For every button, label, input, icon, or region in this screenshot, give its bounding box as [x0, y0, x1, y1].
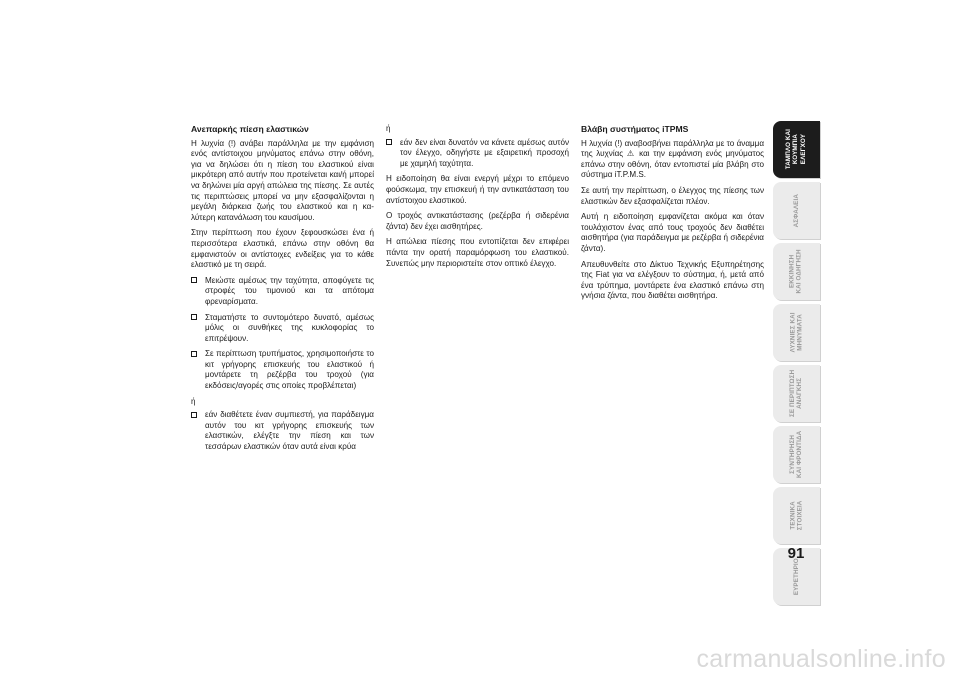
paragraph: Η λυχνία (!) ανάβει παράλληλα με την εμφάνιση ενός αντίστοιχου μηνύματος επάνω στην οθόνη, για να δηλώσει ότι η πίεση του ελαστικού είναι μικρότερη από αυτήν που προτείνεται και/ή μπορεί να δηλώνει μία αργή απώλεια της πίεσης. Σε αυτές τις περιπτώσεις μπορεί να μην εξασφαλίζονται η μεγάλη διάρκεια ζωής του ελαστικού και η καλύτερη κατανάλωση του καυσίμου. [191, 138, 374, 222]
watermark: carmanualsonline.info [696, 645, 946, 673]
tab-safety[interactable]: ΑΣΦΑΛΕΙΑ [773, 182, 820, 239]
checkbox-bullet-icon [191, 314, 197, 320]
tab-index[interactable]: ΕΥΡΕΤΗΡΙΟ [773, 548, 820, 605]
bullet-list [191, 410, 374, 452]
paragraph: Η ειδοποίηση θα είναι ενεργή μέχρι το επόμενο φούσκωμα, την επισκευή ή την αντικατάσταση του αντίστοιχου ελαστικού. [386, 174, 569, 205]
paragraph: Αυτή η ειδοποίηση εμφανίζεται ακόμα και όταν τουλάχιστον ένας από τους τροχούς δεν διαθέτει αισθητήρα (για παράδειγμα με ρεζέρβα ή σιδερένια ζάντα). [581, 212, 764, 253]
list-item: Σε περίπτωση τρυπήματος, χρησιμοποιήστε το κιτ γρήγορης επισκευής του ελαστικού ή μοντάρετε τη ρεζέρβα του τροχού (για εκδόσεις/αγορές στις οποίες προβλέπεται) [191, 349, 374, 391]
text-column-3 [581, 124, 764, 307]
checkbox-bullet-icon [386, 139, 392, 145]
paragraph: Απευθυνθείτε στο Δίκτυο Τεχνικής Εξυπηρέτησης της Fiat για να ελέγξουν το σύστημα, ή, μετά από ένα τρύπημα, μοντάρετε ένα ελαστικό επάνω στη γνήσια ζάντα, που διαθέτει αισθητήρα. [581, 259, 764, 301]
or-separator: ή [191, 396, 196, 406]
paragraph: Στην περίπτωση που έχουν ξεφουσκώσει ένα ή περισσότερα ελαστικά, επάνω στην οθόνη θα εμφανιστούν οι αντίστοιχες ενδείξεις για το κάθε ελαστικό με τη σειρά. [191, 228, 374, 270]
section-heading-low-pressure: Ανεπαρκής πίεση ελαστικών [191, 124, 309, 134]
tab-maintenance-care[interactable]: ΣΥΝΤΗΡΗΣΗ ΚΑΙ ΦΡΟΝΤΙΔΑ [773, 426, 820, 483]
page-number: 91 [787, 545, 805, 562]
checkbox-bullet-icon [191, 412, 197, 418]
list-item: εάν δεν είναι δυνατόν να κάνετε αμέσως αυτόν τον έλεγχο, οδηγήστε με εξαιρετική προσοχή με χαμηλή ταχύτητα. [386, 138, 569, 170]
tab-technical-data[interactable]: ΤΕΧΝΙΚΑ ΣΤΟΙΧΕΙΑ [773, 487, 820, 544]
checkbox-bullet-icon [191, 277, 197, 283]
tab-warning-lights-messages[interactable]: ΛΥΧΝΙΕΣ ΚΑΙ ΜΗΝΥΜΑΤΑ [773, 304, 820, 361]
list-item: Σταματήστε το συντομότερο δυνατό, αμέσως μόλις οι συνθήκες της κυκλοφορίας το επιτρέψουν. [191, 313, 374, 345]
or-separator: ή [386, 124, 391, 133]
bullet-list [386, 138, 569, 170]
list-item: εάν διαθέτετε έναν συμπιεστή, για παράδειγμα αυτόν του κιτ γρήγορης επισκευής των ελαστικών, ελέγξτε την πίεση και των τεσσάρων ελαστικών όταν αυτά είναι κρύα [191, 410, 374, 452]
checkbox-bullet-icon [191, 351, 197, 357]
chapter-tabs [773, 121, 820, 609]
paragraph: Ο τροχός αντικατάστασης (ρεζέρβα ή σιδερένια ζάντα) δεν έχει αισθητήρες. [386, 211, 569, 231]
tab-starting-driving[interactable]: ΕΚΚΙΝΗΣΗ ΚΑΙ ΟΔΗΓΗΣΗ [773, 243, 820, 300]
paragraph: Η απώλεια πίεσης που εντοπίζεται δεν επιφέρει πάντα την ορατή παραμόρφωση του ελαστικού. Συνεπώς μην περιοριστείτε στον οπτικό έλεγχο. [386, 237, 569, 268]
text-column-2 [386, 124, 569, 274]
text-column-1 [191, 124, 374, 458]
paragraph: Η λυχνία (!) αναβοσβήνει παράλληλα με το άναμμα της λυχνίας ⚠ και την εμφάνιση ενός μηνύματος επάνω στην οθόνη, όταν εντοπιστεί μία βλάβη στο σύστημα iT.P.M.S. [581, 138, 764, 180]
list-item: Μειώστε αμέσως την ταχύτητα, αποφύγετε τις στροφές του τιμονιού και τα απότομα φρεναρίσματα. [191, 276, 374, 308]
paragraph: Σε αυτή την περίπτωση, ο έλεγχος της πίεσης των ελαστικών δεν εξασφαλίζεται πλέον. [581, 185, 764, 206]
section-heading-itpms-failure: Βλάβη συστήματος iTPMS [581, 124, 689, 134]
tab-emergency[interactable]: ΣΕ ΠΕΡΙΠΤΩΣΗ ΑΝΑΓΚΗΣ [773, 365, 820, 422]
tab-dashboard-controls[interactable]: ΤΑΜΠΛΟ ΚΑΙ ΚΟΥΜΠΙΑ ΕΛΕΓΧΟΥ [773, 121, 820, 178]
bullet-list [191, 276, 374, 392]
